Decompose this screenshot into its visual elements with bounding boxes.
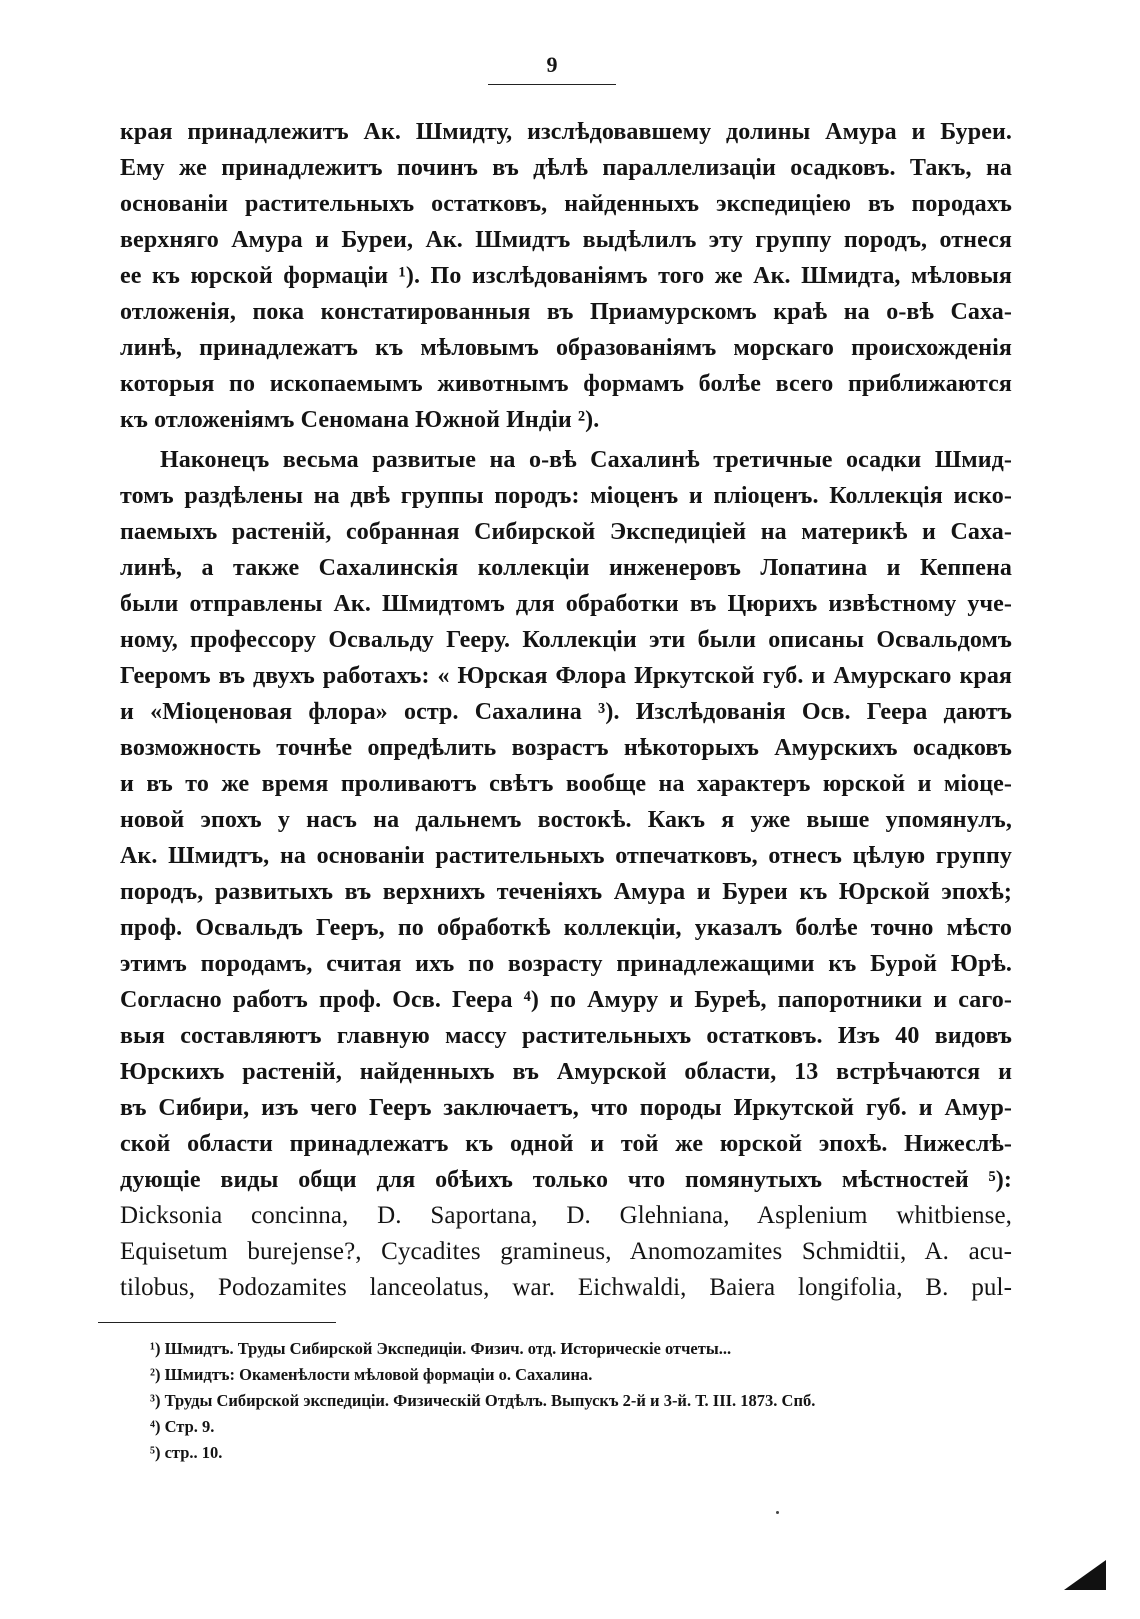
text-line: и «Міоценовая флора» остр. Сахалина ³). Изслѣдованія Осв. Геера даютъ — [120, 699, 1012, 725]
text-line: были отправлены Ак. Шмидтомъ для обработки въ Цюрихъ извѣстному уче- — [120, 591, 1012, 617]
footnote: ¹) Шмидтъ. Труды Сибирской Экспедиціи. Физич. отд. Историческіе отчеты... — [150, 1339, 732, 1358]
text-line: и въ то же время проливаютъ свѣтъ вообще на характеръ юрской и міоце- — [120, 771, 1012, 797]
header-rule — [488, 84, 616, 85]
text-line: этимъ породамъ, считая ихъ по возрасту принадлежащими къ Бурой Юрѣ. — [120, 951, 1012, 977]
text-line: ской области принадлежатъ къ одной и той же юрской эпохѣ. Нижеслѣ- — [120, 1131, 1012, 1157]
text-line: Ему же принадлежитъ починъ въ дѣлѣ параллелизаціи осадковъ. Такъ, на — [120, 155, 1012, 181]
text-line: основаніи растительныхъ остатковъ, найденныхъ экспедиціею въ породахъ — [120, 191, 1012, 217]
text-line: верхняго Амура и Буреи, Ак. Шмидтъ выдѣлилъ эту группу породъ, отнеся — [120, 227, 1012, 253]
text-line: отложенія, пока констатированныя въ Приамурскомъ краѣ на о-вѣ Саха- — [120, 299, 1012, 325]
text-line: выя составляютъ главную массу растительныхъ остатковъ. Изъ 40 видовъ — [120, 1023, 1012, 1049]
text-line: породъ, развитыхъ въ верхнихъ теченіяхъ Амура и Буреи къ Юрской эпохѣ; — [120, 879, 1012, 905]
footnote: ³) Труды Сибирской экспедиціи. Физическій Отдѣлъ. Выпускъ 2-й и 3-й. Т. III. 1873. Спб. — [150, 1391, 816, 1410]
text-line: Согласно работъ проф. Осв. Геера ⁴) по Амуру и Буреѣ, папоротники и саго- — [120, 987, 1012, 1013]
text-line: ному, профессору Освальду Гееру. Коллекціи эти были описаны Освальдомъ — [120, 627, 1012, 653]
footnote-rule — [98, 1322, 336, 1323]
text-line: въ Сибири, изъ чего Гееръ заключаетъ, что породы Иркутской губ. и Амур- — [120, 1095, 1012, 1121]
text-line: Equisetum burejense?, Cycadites gramineus, Anomozamites Schmidtii, A. acu- — [120, 1238, 1012, 1265]
text-line: линѣ, принадлежатъ къ мѣловымъ образованіямъ морскаго происхожденія — [120, 335, 1012, 361]
page-corner-mark — [1064, 1560, 1106, 1590]
text-line: линѣ, а также Сахалинскія коллекціи инженеровъ Лопатина и Кеппена — [120, 555, 1012, 581]
footnote: ⁵) стр.. 10. — [150, 1443, 223, 1462]
text-line: новой эпохъ у насъ на дальнемъ востокѣ. Какъ я уже выше упомянулъ, — [120, 807, 1012, 833]
text-line: Ак. Шмидтъ, на основаніи растительныхъ отпечатковъ, отнесъ цѣлую группу — [120, 843, 1012, 869]
text-line: которыя по ископаемымъ животнымъ формамъ болѣе всего приближаются — [120, 371, 1012, 397]
text-line: къ отложеніямъ Сеномана Южной Индіи ²). — [120, 407, 600, 433]
text-line: Наконецъ весьма развитые на о-вѣ Сахалинѣ третичные осадки Шмид- — [160, 447, 1012, 473]
text-line: Dicksonia concinna, D. Saportana, D. Glehniana, Asplenium whitbiense, — [120, 1202, 1012, 1229]
text-line: возможность точнѣе опредѣлить возрастъ нѣкоторыхъ Амурскихъ осадковъ — [120, 735, 1012, 761]
text-line: проф. Освальдъ Гееръ, по обработкѣ коллекціи, указалъ болѣе точно мѣсто — [120, 915, 1012, 941]
text-line: ее къ юрской формаціи ¹). По изслѣдованіямъ того же Ак. Шмидта, мѣловыя — [120, 263, 1012, 289]
text-line: Юрскихъ растеній, найденныхъ въ Амурской области, 13 встрѣчаются и — [120, 1059, 1012, 1085]
text-line: Гееромъ въ двухъ работахъ: « Юрская Флора Иркутской губ. и Амурскаго края — [120, 663, 1012, 689]
text-line: края принадлежитъ Ак. Шмидту, изслѣдовавшему долины Амура и Буреи. — [120, 119, 1012, 145]
text-line: томъ раздѣлены на двѣ группы породъ: міоценъ и пліоценъ. Коллекція иско- — [120, 483, 1012, 509]
footnote: ²) Шмидтъ: Окаменѣлости мѣловой формаціи о. Сахалина. — [150, 1365, 593, 1384]
page-number: 9 — [546, 52, 558, 77]
text-line: дующіе виды общи для обѣихъ только что помянутыхъ мѣстностей ⁵): — [120, 1167, 1012, 1193]
footnote: ⁴) Стр. 9. — [150, 1417, 215, 1436]
speck-mark — [776, 1511, 779, 1514]
text-line: паемыхъ растеній, собранная Сибирской Экспедиціей на материкѣ и Саха- — [120, 519, 1012, 545]
text-line: tilobus, Podozamites lanceolatus, war. Eichwaldi, Baiera longifolia, B. pul- — [120, 1274, 1012, 1301]
